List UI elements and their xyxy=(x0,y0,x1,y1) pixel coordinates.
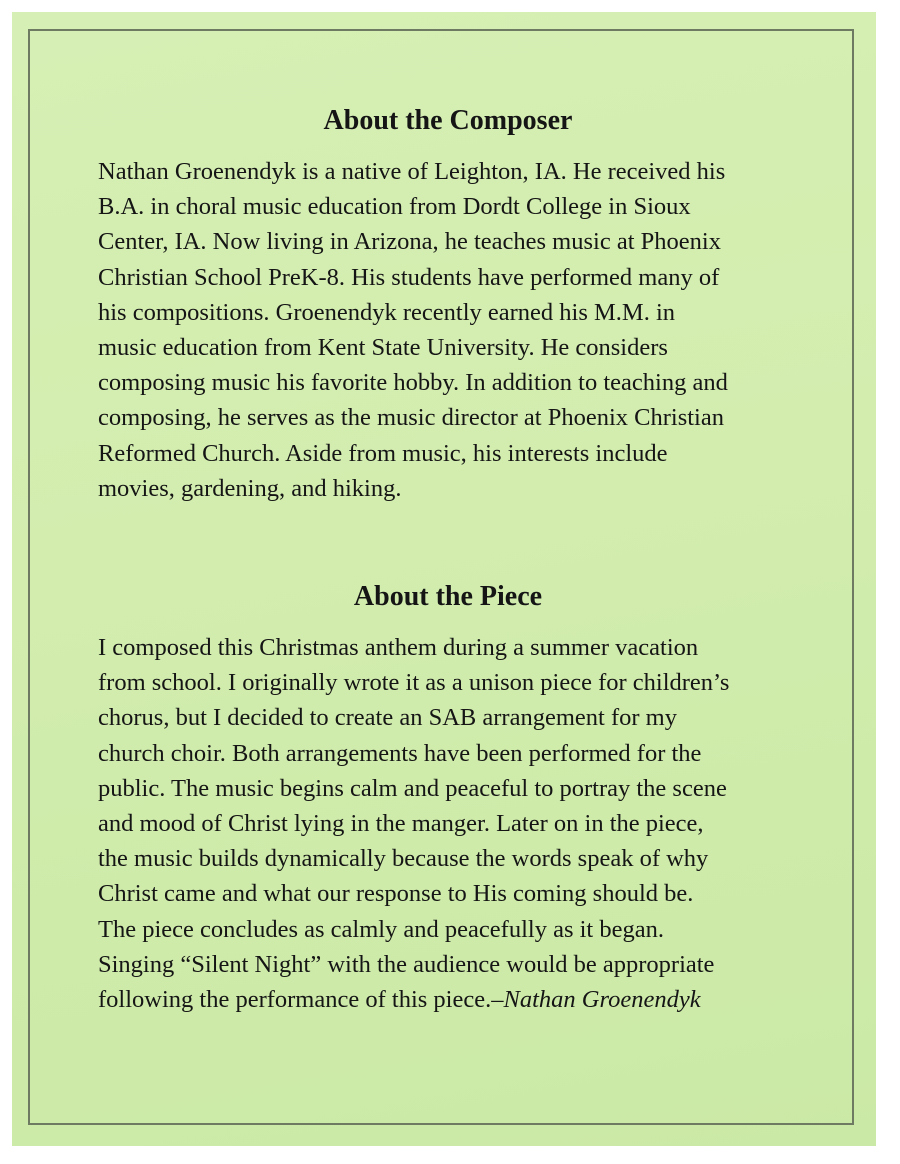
piece-line: public. The music begins calm and peaceful to portray the scene xyxy=(98,774,727,802)
composer-line: Christian School PreK-8. His students have performed many of xyxy=(98,263,720,291)
piece-line: church choir. Both arrangements have been performed for the xyxy=(98,739,702,767)
composer-line: movies, gardening, and hiking. xyxy=(98,474,402,502)
piece-line: and mood of Christ lying in the manger. Later on in the piece, xyxy=(98,810,704,838)
piece-line: from school. I originally wrote it as a unison piece for children’s xyxy=(98,669,730,697)
piece-line: The piece concludes as calmly and peacefully as it began. xyxy=(98,915,664,943)
piece-last-line-text: following the performance of this piece. xyxy=(98,986,492,1014)
composer-line: music education from Kent State University. He considers xyxy=(98,334,668,362)
composer-line: Reformed Church. Aside from music, his interests include xyxy=(98,439,668,467)
composer-line: Center, IA. Now living in Arizona, he teaches music at Phoenix xyxy=(98,228,721,256)
piece-line: the music builds dynamically because the words speak of why xyxy=(98,845,709,873)
page xyxy=(12,12,876,1146)
piece-line: I composed this Christmas anthem during a summer vacation xyxy=(98,634,699,662)
composer-heading: About the Composer xyxy=(323,105,573,136)
composer-line: composing, he serves as the music director at Phoenix Christian xyxy=(98,404,724,432)
piece-last-line xyxy=(98,982,798,1017)
composer-line: his compositions. Groenendyk recently earned his M.M. in xyxy=(98,298,676,326)
composer-line: composing music his favorite hobby. In addition to teaching and xyxy=(98,369,728,397)
piece-line: Christ came and what our response to His coming should be. xyxy=(98,880,694,908)
piece-heading: About the Piece xyxy=(353,581,543,613)
piece-line: chorus, but I decided to create an SAB arrangement for my xyxy=(98,704,677,732)
piece-paragraph xyxy=(98,630,798,1017)
piece-line: Singing “Silent Night” with the audience would be appropriate xyxy=(98,950,715,978)
composer-paragraph xyxy=(98,154,798,506)
composer-line: B.A. in choral music education from Dordt College in Sioux xyxy=(98,193,691,221)
composer-line: Nathan Groenendyk is a native of Leighton, IA. He received his xyxy=(98,158,726,185)
content xyxy=(98,104,798,1017)
signature: –Nathan Groenendyk xyxy=(491,986,701,1014)
